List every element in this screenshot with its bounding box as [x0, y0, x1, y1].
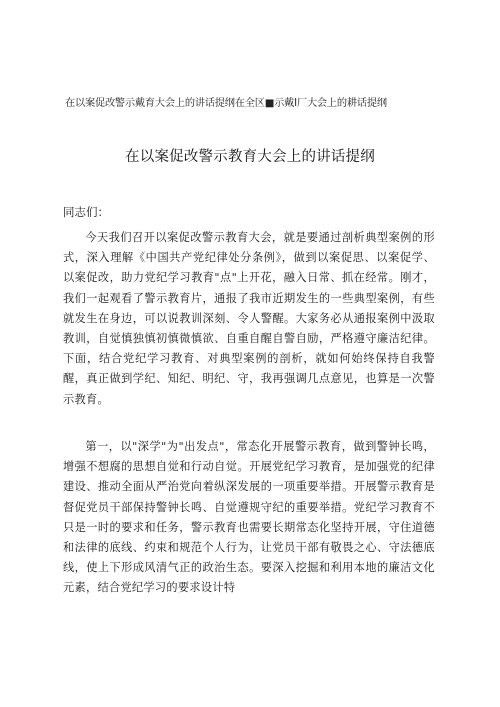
document-header: 在以案促改警示戴育大会上的讲话提纲在全区■示戴I厂大会上的耕话提纲: [65, 98, 387, 109]
paragraph-point-one: 第一，以"深学"为"出发点"，常态化开展警示教育，做到警钟长鸣，增强不想腐的思想自觉和行动自觉。开展党纪学习教育，是加强党的纪律建设、推动全面从严治党向着纵深发展的一项重要举措。开展警示教育是督促党员干部保持警钟长鸣、自觉遵规守纪的重要举措。党纪学习教育不只是一时的要求和任务，警示教育也需要长期常态化坚持开展，守住道德和法律的底线、约束和规范个人行为，让党员干部有敬畏之心、守法德底线，使上下形成风清气正的政治生态。要深入挖掘和利用本地的廉洁文化元素，结合党纪学习的要求设计特: [63, 440, 435, 595]
document-title: 在以案促改警示教育大会上的讲话提纲: [125, 149, 375, 165]
paragraph-intro: 今天我们召开以案促改警示教育大会，就是要通过剖析典型案例的形式，深入理解《中国共产党纪律处分条例》，做到以案促思、以案促学、以案促改，助力党纪学习教育"点"上开花，融入日常、抓在经常。刚才，我们一起观看了警示教育片，通报了我市近期发生的一些典型案例，有些就发生在身边，可以说教训深刻、令人警醒。大家务必从通报案例中汲取教训，自觉慎独慎初慎微慎欲、自重自醒自警自励，严格遵守廉洁纪律。下面，结合党纪学习教育、对典型案例的剖析，就如何始终保持自我警醒，真正做到学纪、知纪、明纪、守，我再强调几点意见，也算是一次警示教育。: [63, 231, 435, 406]
salutation: 同志们：: [63, 205, 109, 219]
